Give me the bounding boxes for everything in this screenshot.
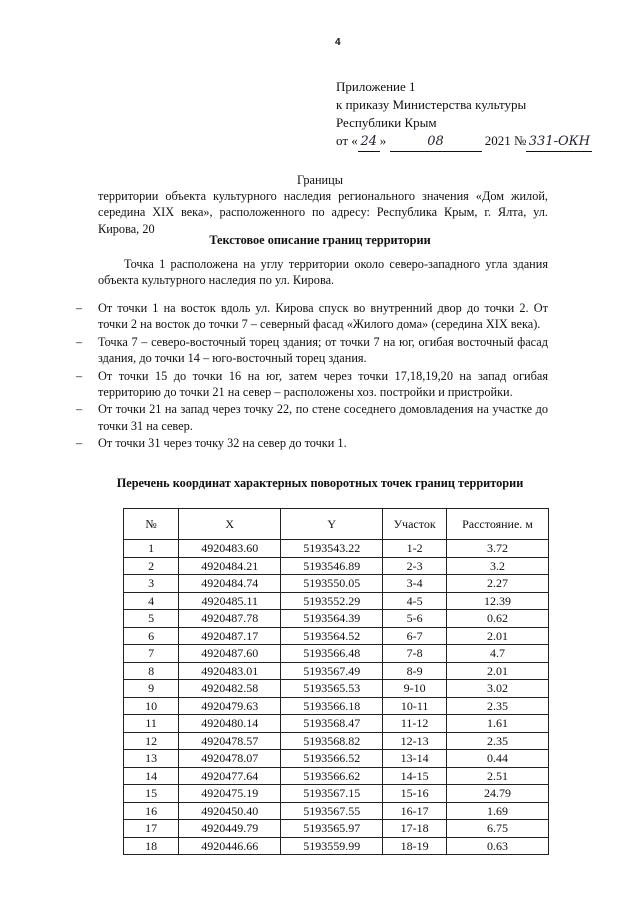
table-cell: 7 <box>124 645 179 663</box>
boundary-description-list <box>76 300 548 453</box>
table-cell: 5193566.48 <box>281 645 383 663</box>
table-cell: 5193567.49 <box>281 662 383 680</box>
table-cell: 5193567.15 <box>281 785 383 803</box>
list-item-text: От точки 1 на восток вдоль ул. Кирова спуск во внутренний двор до точки 2. От точки 2 на восток до точки 7 – северный фасад «Жилого дома» (середина XIX века). <box>98 301 548 332</box>
order-date-line <box>336 132 592 152</box>
table-cell: 4-5 <box>383 592 447 610</box>
table-cell: 24.79 <box>447 785 549 803</box>
table-cell: 7-8 <box>383 645 447 663</box>
table-cell: 17 <box>124 820 179 838</box>
table-row <box>124 767 549 785</box>
table-cell: 4920487.78 <box>179 610 281 628</box>
coordinates-table <box>123 508 549 855</box>
table-row <box>124 750 549 768</box>
list-item <box>76 435 548 451</box>
table-cell: 5193559.99 <box>281 837 383 855</box>
table-cell: 4920482.58 <box>179 680 281 698</box>
list-item-text: Точка 7 – северо-восточный торец здания; от точки 7 на юг, огибая восточный фасад здания, до точки 14 – юго-восточный торец здания. <box>98 334 548 366</box>
quote-close: » <box>379 133 387 148</box>
table-cell: 13 <box>124 750 179 768</box>
table-cell: 5193564.39 <box>281 610 383 628</box>
table-cell: 12.39 <box>447 592 549 610</box>
table-row <box>124 785 549 803</box>
table-cell: 18-19 <box>383 837 447 855</box>
table-row <box>124 697 549 715</box>
table-row <box>124 645 549 663</box>
table-cell: 2.35 <box>447 732 549 750</box>
handwritten-month: 08 <box>390 133 482 152</box>
section-heading: Текстовое описание границ территории <box>209 233 431 247</box>
table-cell: 16-17 <box>383 802 447 820</box>
table-cell: 8 <box>124 662 179 680</box>
table-cell: 12 <box>124 732 179 750</box>
table-cell: 6 <box>124 627 179 645</box>
table-cell: 18 <box>124 837 179 855</box>
table-cell: 14 <box>124 767 179 785</box>
table-cell: 10-11 <box>383 697 447 715</box>
table-cell: 9 <box>124 680 179 698</box>
table-cell: 15-16 <box>383 785 447 803</box>
table-cell: 5-6 <box>383 610 447 628</box>
table-cell: 2 <box>124 557 179 575</box>
table-cell: 5193552.29 <box>281 592 383 610</box>
table-cell: 4920480.14 <box>179 715 281 733</box>
appendix-line: Приложение 1 <box>336 79 416 94</box>
table-cell: 2.01 <box>447 662 549 680</box>
table-cell: 4920475.19 <box>179 785 281 803</box>
from-label: от « <box>336 133 358 148</box>
table-cell: 5193566.18 <box>281 697 383 715</box>
table-row <box>124 820 549 838</box>
table-cell: 10 <box>124 697 179 715</box>
table-cell: 4920487.60 <box>179 645 281 663</box>
table-cell: 0.62 <box>447 610 549 628</box>
appendix-line: к приказу Министерства культуры <box>336 97 527 112</box>
table-cell: 15 <box>124 785 179 803</box>
table-cell: 2.01 <box>447 627 549 645</box>
table-cell: 0.44 <box>447 750 549 768</box>
table-cell: 17-18 <box>383 820 447 838</box>
table-cell: 8-9 <box>383 662 447 680</box>
table-row <box>124 627 549 645</box>
list-item <box>76 334 548 367</box>
page-number: 4 <box>335 37 341 48</box>
handwritten-day: 24 <box>358 133 380 152</box>
table-cell: 4920483.60 <box>179 540 281 558</box>
table-cell: 11-12 <box>383 715 447 733</box>
table-row <box>124 540 549 558</box>
year-label: 2021 № <box>484 133 527 148</box>
table-cell: 4920487.17 <box>179 627 281 645</box>
dash-bullet: – <box>76 368 83 383</box>
table-cell: 1.61 <box>447 715 549 733</box>
table-cell: 3-4 <box>383 575 447 593</box>
table-cell: 4 <box>124 592 179 610</box>
table-cell: 6.75 <box>447 820 549 838</box>
table-row <box>124 610 549 628</box>
table-cell: 5193566.52 <box>281 750 383 768</box>
table-cell: 14-15 <box>383 767 447 785</box>
table-cell: 4.7 <box>447 645 549 663</box>
table-row <box>124 592 549 610</box>
table-cell: 1.69 <box>447 802 549 820</box>
table-cell: 5193566.62 <box>281 767 383 785</box>
table-row <box>124 662 549 680</box>
column-header: № <box>124 509 179 540</box>
table-cell: 5193565.97 <box>281 820 383 838</box>
table-cell: 2.35 <box>447 697 549 715</box>
table-cell: 12-13 <box>383 732 447 750</box>
table-cell: 4920478.07 <box>179 750 281 768</box>
table-cell: 3.02 <box>447 680 549 698</box>
table-cell: 5193543.22 <box>281 540 383 558</box>
list-item-text: От точки 15 до точки 16 на юг, затем через точки 17,18,19,20 на запад огибая территорию до точки 21 на север – расположены хоз. постройки и пристройки. <box>98 368 548 400</box>
table-cell: 4920479.63 <box>179 697 281 715</box>
table-cell: 5193568.47 <box>281 715 383 733</box>
table-cell: 4920478.57 <box>179 732 281 750</box>
table-cell: 4920477.64 <box>179 767 281 785</box>
table-cell: 5193565.53 <box>281 680 383 698</box>
table-row <box>124 557 549 575</box>
table-cell: 5193564.52 <box>281 627 383 645</box>
table-cell: 0.63 <box>447 837 549 855</box>
dash-bullet: – <box>76 334 83 349</box>
table-row <box>124 575 549 593</box>
table-cell: 11 <box>124 715 179 733</box>
table-cell: 2-3 <box>383 557 447 575</box>
table-cell: 4920484.74 <box>179 575 281 593</box>
intro-paragraph: Точка 1 расположена на углу территории около северо-западного угла здания объекта культурного наследия по ул. Кирова. <box>98 257 548 288</box>
table-cell: 4920449.79 <box>179 820 281 838</box>
table-row <box>124 837 549 855</box>
table-cell: 4920450.40 <box>179 802 281 820</box>
table-cell: 2.51 <box>447 767 549 785</box>
column-header: Участок <box>383 509 447 540</box>
table-heading: Перечень координат характерных поворотных точек границ территории <box>116 476 524 490</box>
table-cell: 5 <box>124 610 179 628</box>
table-cell: 4920484.21 <box>179 557 281 575</box>
list-item <box>76 401 548 434</box>
table-cell: 5193546.89 <box>281 557 383 575</box>
table-row <box>124 680 549 698</box>
table-cell: 1 <box>124 540 179 558</box>
table-cell: 9-10 <box>383 680 447 698</box>
table-cell: 3.72 <box>447 540 549 558</box>
column-header: X <box>179 509 281 540</box>
table-row <box>124 732 549 750</box>
table-cell: 13-14 <box>383 750 447 768</box>
table-cell: 1-2 <box>383 540 447 558</box>
table-cell: 2.27 <box>447 575 549 593</box>
table-cell: 4920446.66 <box>179 837 281 855</box>
doc-subtitle: территории объекта культурного наследия регионального значения «Дом жилой, середина XIX века», расположенного по адресу: Республика Крым, г. Ялта, ул. Кирова, 20 <box>98 189 548 236</box>
handwritten-order-number: 331-ОКН <box>526 133 592 152</box>
list-item <box>76 300 548 333</box>
table-row <box>124 802 549 820</box>
table-cell: 5193550.05 <box>281 575 383 593</box>
table-cell: 4920483.01 <box>179 662 281 680</box>
table-cell: 3 <box>124 575 179 593</box>
table-cell: 3.2 <box>447 557 549 575</box>
table-cell: 16 <box>124 802 179 820</box>
doc-title: Границы <box>297 173 343 187</box>
appendix-line: Республики Крым <box>336 115 437 130</box>
list-item-text: От точки 31 через точку 32 на север до точки 1. <box>98 436 347 451</box>
table-cell: 4920485.11 <box>179 592 281 610</box>
column-header: Y <box>281 509 383 540</box>
table-cell: 6-7 <box>383 627 447 645</box>
list-item-text: От точки 21 на запад через точку 22, по стене соседнего домовладения на участке до точки 31 на север. <box>98 402 548 433</box>
dash-bullet: – <box>76 301 83 315</box>
list-item <box>76 368 548 401</box>
appendix-block <box>336 78 592 152</box>
table-cell: 5193568.82 <box>281 732 383 750</box>
dash-bullet: – <box>76 402 83 417</box>
table-row <box>124 715 549 733</box>
table-cell: 5193567.55 <box>281 802 383 820</box>
dash-bullet: – <box>76 436 83 451</box>
column-header: Расстояние. м <box>447 509 549 540</box>
